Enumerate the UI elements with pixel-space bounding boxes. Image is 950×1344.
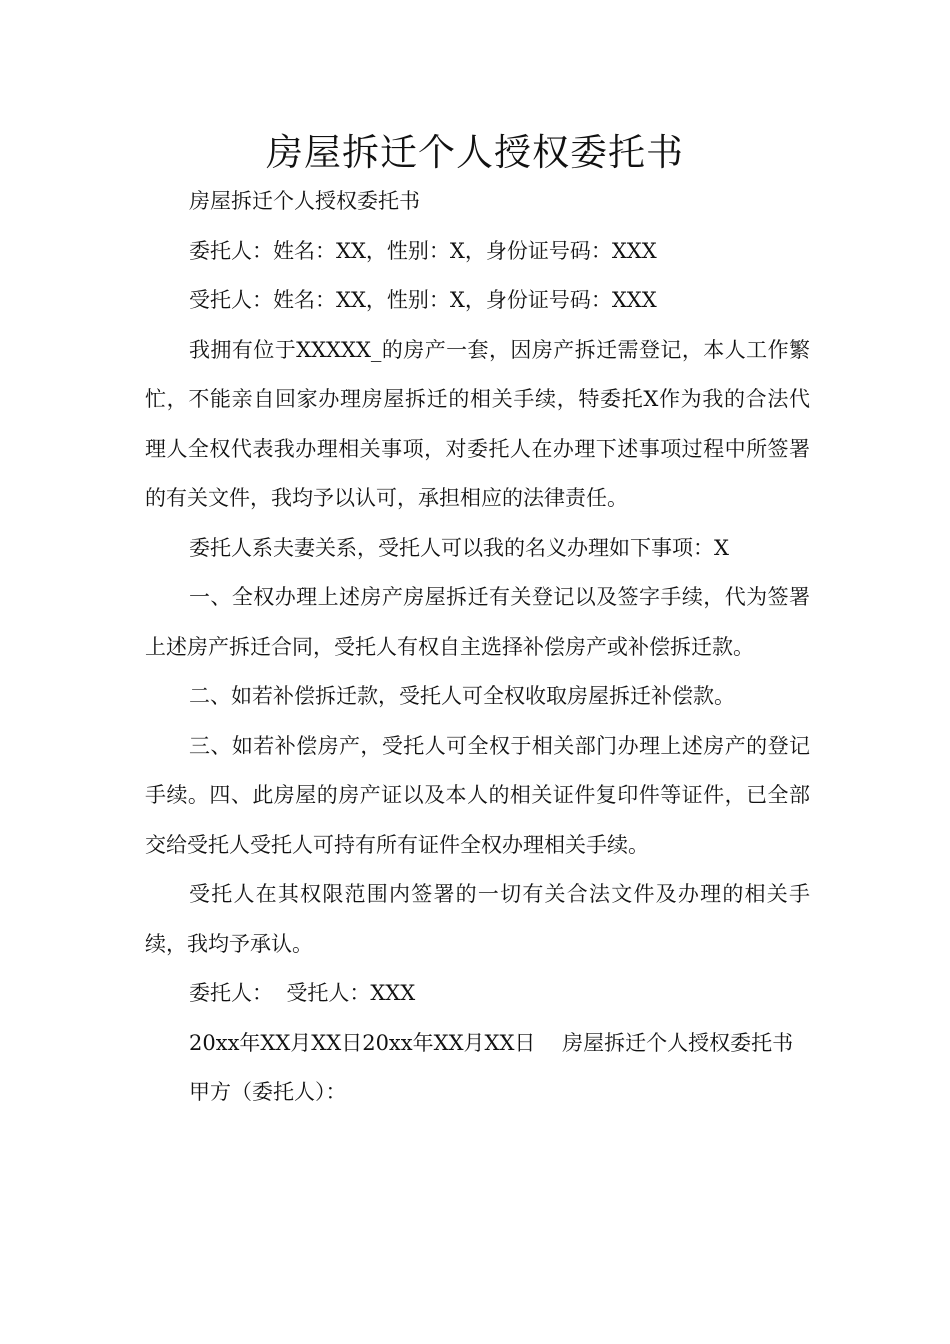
paragraph-item-one: 一、全权办理上述房产房屋拆迁有关登记以及签字手续，代为签署上述房产拆迁合同，受托人有权自主选择补偿房产或补偿拆迁款。 — [145, 585, 810, 659]
paragraph-acknowledgement: 受托人在其权限范围内签署的一切有关合法文件及办理的相关手续，我均予承认。 — [145, 882, 810, 956]
paragraph-party-a: 甲方（委托人）： — [189, 1080, 347, 1104]
paragraph-statement: 我拥有位于XXXXX_的房产一套，因房产拆迁需登记，本人工作繁忙，不能亲自回家办理房屋拆迁的相关手续，特委托X作为我的合法代理人全权代表我办理相关事项，对委托人在办理下述事项过程中所签署的有关文件，我均予以认可，承担相应的法律责任。 — [145, 337, 810, 510]
paragraph-principal-info: 委托人：姓名：XX，性别：X，身份证号码：XXX — [189, 238, 657, 263]
paragraph-signatures: 委托人： 受托人：XXX — [189, 981, 416, 1005]
paragraph-item-two: 二、如若补偿拆迁款，受托人可全权收取房屋拆迁补偿款。 — [189, 684, 735, 708]
document-body — [145, 177, 810, 1118]
paragraph-agent-info: 受托人：姓名：XX，性别：X，身份证号码：XXX — [189, 288, 657, 312]
paragraph-relation: 委托人系夫妻关系，受托人可以我的名义办理如下事项：X — [189, 535, 729, 560]
paragraph-item-three-four: 三、如若补偿房产，受托人可全权于相关部门办理上述房产的登记手续。四、此房屋的房产证以及本人的相关证件复印件等证件，已全部交给受托人受托人可持有所有证件全权办理相关手续。 — [145, 733, 810, 857]
paragraph-subtitle: 房屋拆迁个人授权委托书 — [189, 189, 420, 213]
paragraph-dates: 20xx年XX月XX日20xx年XX月XX日 房屋拆迁个人授权委托书 — [189, 1030, 794, 1055]
document-title: 房屋拆迁个人授权委托书 — [266, 131, 684, 174]
